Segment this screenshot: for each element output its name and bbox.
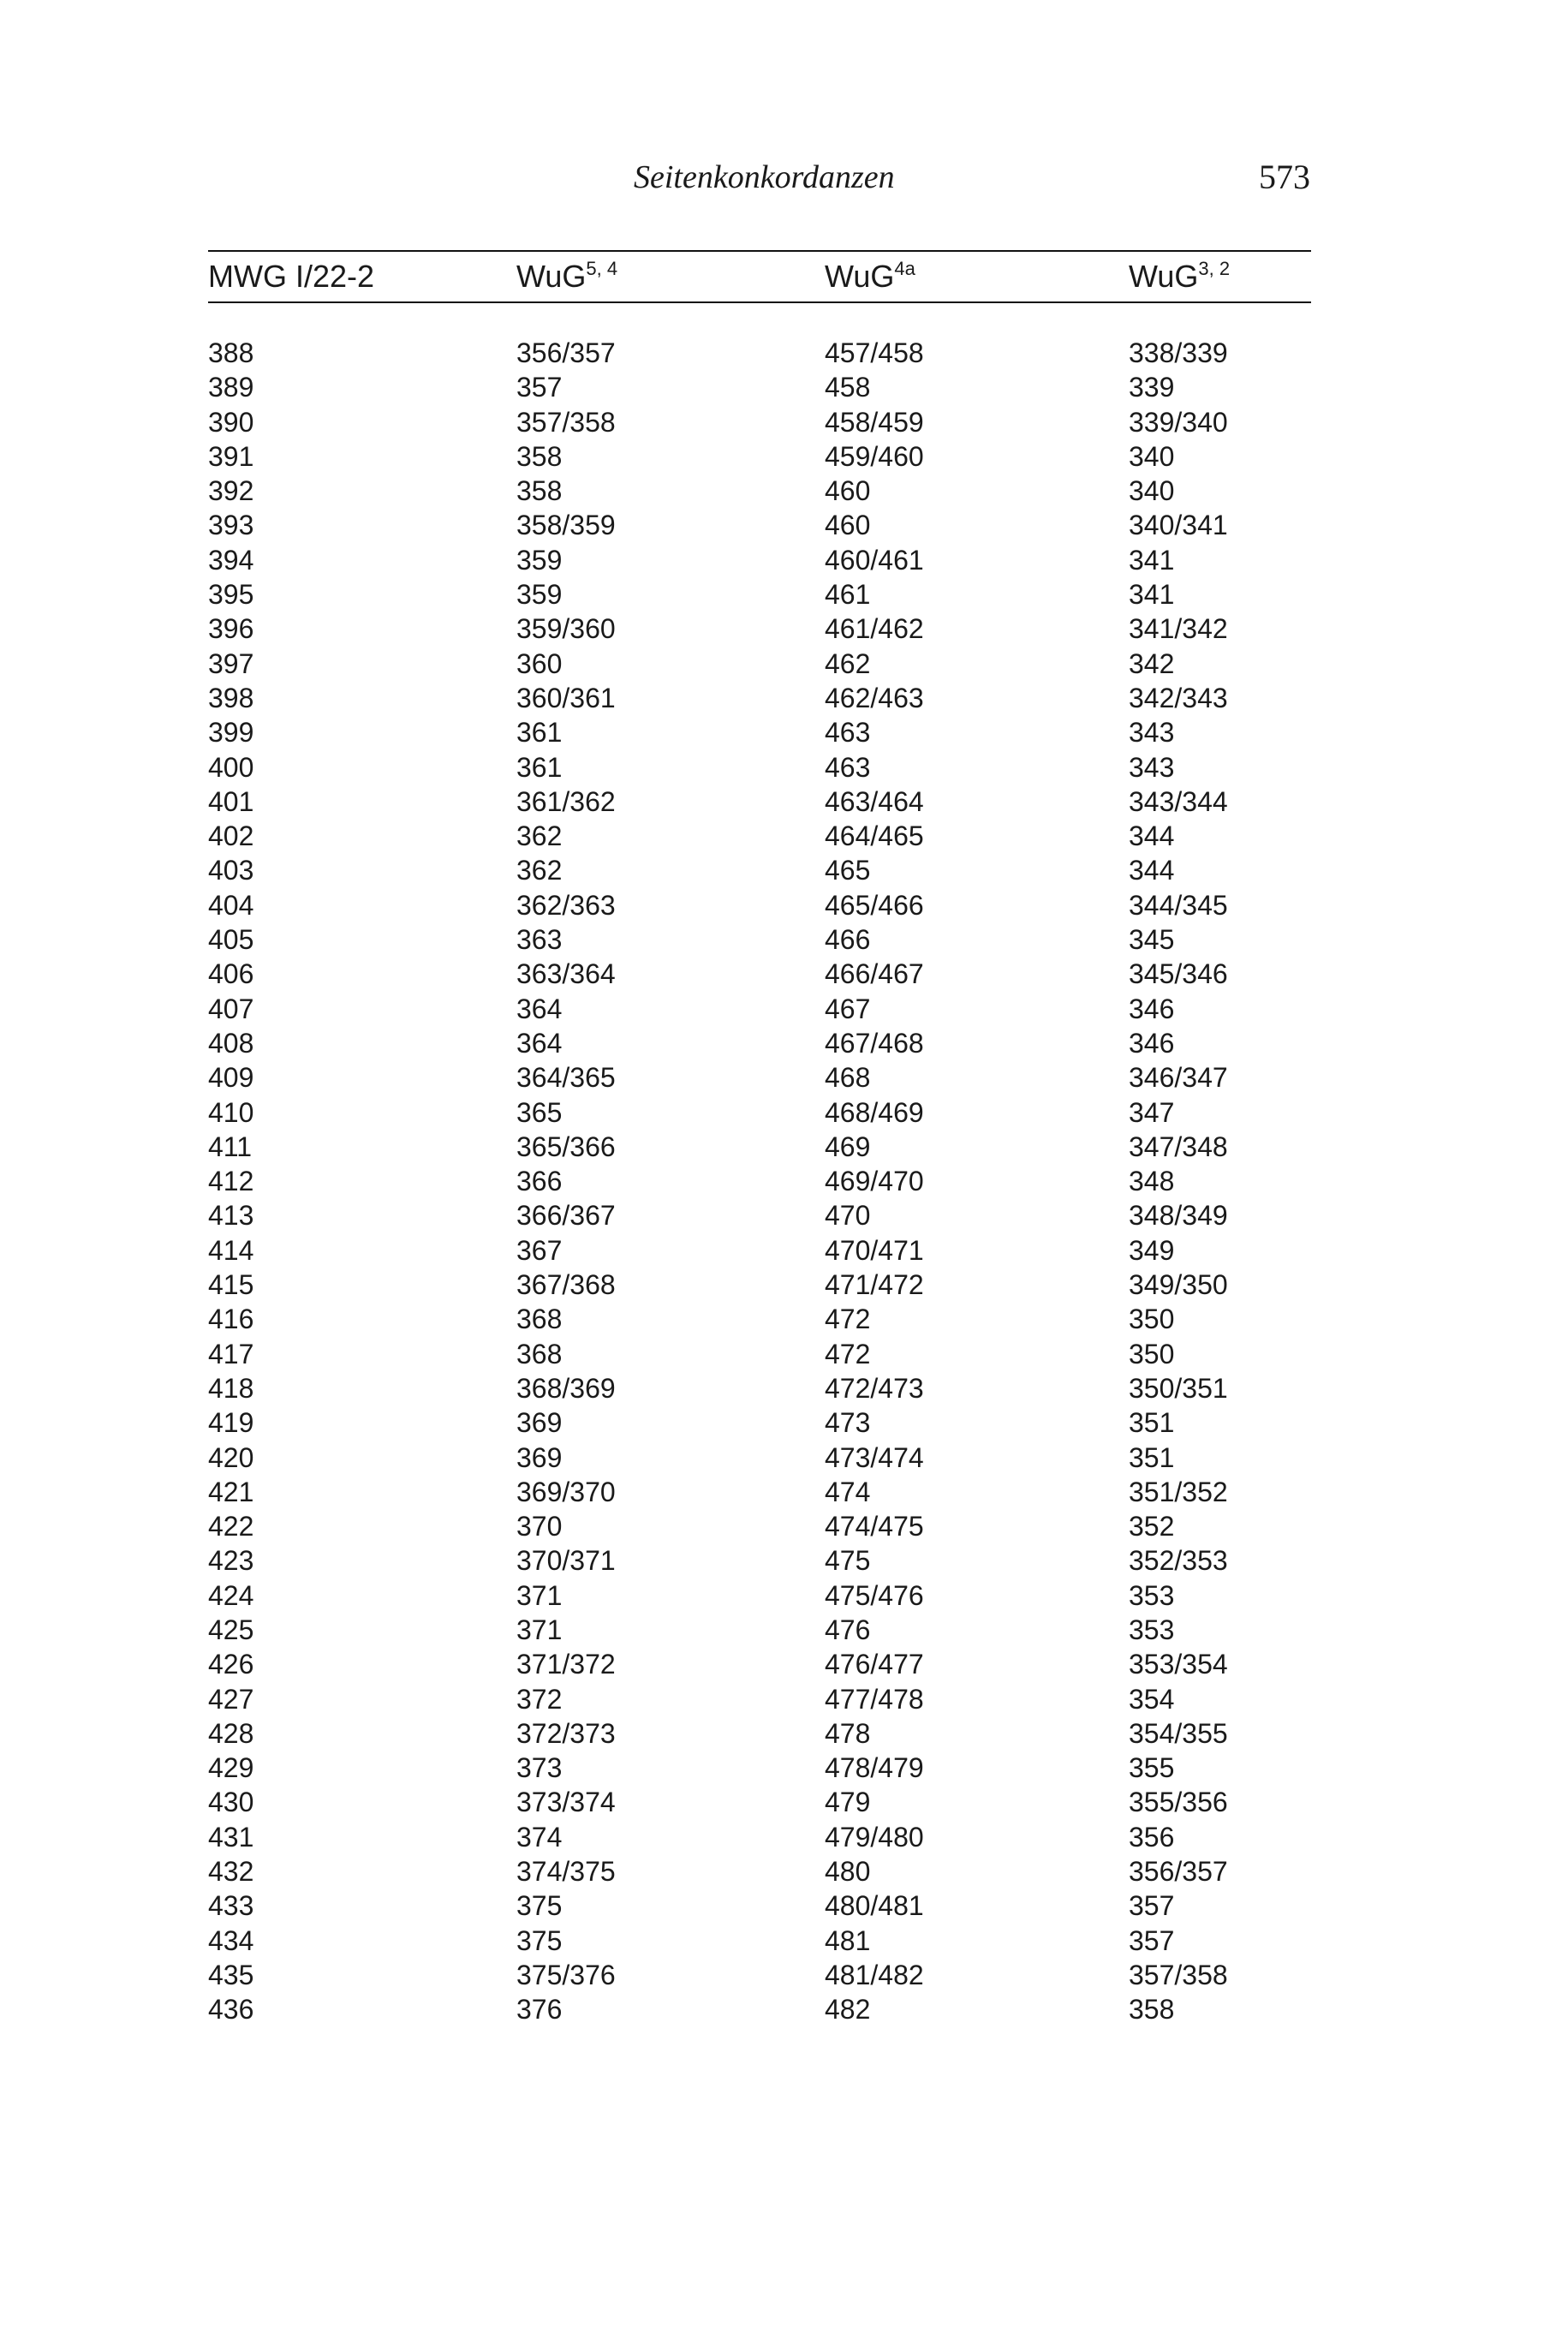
table-cell: 346 xyxy=(1129,1027,1175,1059)
table-cell: 361 xyxy=(516,717,563,749)
running-head xyxy=(0,158,1568,201)
table-cell: 351 xyxy=(1129,1407,1175,1439)
table-cell: 463/464 xyxy=(825,785,924,817)
concordance-table xyxy=(208,250,1311,2027)
table-cell: 476/477 xyxy=(825,1649,924,1680)
table-cell: 357 xyxy=(516,372,563,403)
table-cell: 481/482 xyxy=(825,1959,924,1990)
table-cell: 391 xyxy=(208,440,254,472)
table-row xyxy=(208,681,1311,715)
table-cell: 394 xyxy=(208,544,254,576)
table-cell: 354 xyxy=(1129,1683,1175,1715)
table-cell: 359 xyxy=(516,579,563,611)
table-cell: 458/459 xyxy=(825,406,924,438)
table-cell: 357 xyxy=(1129,1890,1175,1922)
table-cell: 398 xyxy=(208,682,254,713)
table-cell: 355 xyxy=(1129,1752,1175,1784)
table-cell: 357 xyxy=(1129,1924,1175,1956)
table-cell: 474 xyxy=(825,1476,871,1507)
table-cell: 362 xyxy=(516,855,563,886)
column-header: MWG I/22-2 xyxy=(208,259,375,294)
table-row xyxy=(208,1026,1311,1060)
table-cell: 358/359 xyxy=(516,510,616,541)
column-header: WuG$^{4a}$ xyxy=(825,258,915,294)
table-row xyxy=(208,1509,1311,1543)
table-row xyxy=(208,1405,1311,1440)
table-cell: 416 xyxy=(208,1304,254,1335)
table-cell: 464/465 xyxy=(825,820,924,852)
table-cell: 433 xyxy=(208,1890,254,1922)
table-cell: 393 xyxy=(208,510,254,541)
table-cell: 419 xyxy=(208,1407,254,1439)
table-cell: 406 xyxy=(208,958,254,990)
column-header: WuG$^{3, 2}$ xyxy=(1129,258,1231,294)
table-cell: 344 xyxy=(1129,820,1175,852)
table-row xyxy=(208,474,1311,508)
table-cell: 372/373 xyxy=(516,1717,616,1749)
table-cell: 408 xyxy=(208,1027,254,1059)
table-row xyxy=(208,612,1311,646)
table-cell: 350 xyxy=(1129,1304,1175,1335)
table-cell: 358 xyxy=(1129,1994,1175,2026)
table-cell: 479 xyxy=(825,1787,871,1818)
table-cell: 353/354 xyxy=(1129,1649,1228,1680)
table-row xyxy=(208,957,1311,991)
table-cell: 403 xyxy=(208,855,254,886)
table-cell: 358 xyxy=(516,475,563,507)
table-cell: 470/471 xyxy=(825,1234,924,1266)
table-cell: 359 xyxy=(516,544,563,576)
table-cell: 402 xyxy=(208,820,254,852)
table-cell: 341 xyxy=(1129,579,1175,611)
table-cell: 371/372 xyxy=(516,1649,616,1680)
table-cell: 468 xyxy=(825,1062,871,1094)
table-cell: 343 xyxy=(1129,717,1175,749)
table-cell: 373/374 xyxy=(516,1787,616,1818)
table-cell: 463 xyxy=(825,751,871,783)
table-cell: 473 xyxy=(825,1407,871,1439)
table-cell: 375 xyxy=(516,1890,563,1922)
table-cell: 345/346 xyxy=(1129,958,1228,990)
table-cell: 469/470 xyxy=(825,1166,924,1197)
table-cell: 340/341 xyxy=(1129,510,1228,541)
table-cell: 460 xyxy=(825,510,871,541)
table-row xyxy=(208,370,1311,404)
table-cell: 342/343 xyxy=(1129,682,1228,713)
table-row xyxy=(208,1613,1311,1647)
table-cell: 474/475 xyxy=(825,1511,924,1542)
table-cell: 463 xyxy=(825,717,871,749)
table-cell: 339 xyxy=(1129,372,1175,403)
table-cell: 338/339 xyxy=(1129,337,1228,368)
table-cell: 368/369 xyxy=(516,1372,616,1404)
table-cell: 371 xyxy=(516,1614,563,1645)
table-cell: 436 xyxy=(208,1994,254,2026)
table-cell: 374 xyxy=(516,1821,563,1853)
table-row xyxy=(208,1164,1311,1198)
table-cell: 478 xyxy=(825,1717,871,1749)
table-cell: 349 xyxy=(1129,1234,1175,1266)
table-cell: 353 xyxy=(1129,1579,1175,1611)
table-cell: 345 xyxy=(1129,924,1175,956)
table-cell: 365/366 xyxy=(516,1131,616,1162)
table-header-rule xyxy=(208,301,1311,303)
table-cell: 473/474 xyxy=(825,1441,924,1473)
table-row xyxy=(208,853,1311,887)
table-cell: 430 xyxy=(208,1787,254,1818)
table-row xyxy=(208,1475,1311,1509)
table-row xyxy=(208,1647,1311,1681)
table-cell: 428 xyxy=(208,1717,254,1749)
table-cell: 434 xyxy=(208,1924,254,1956)
table-row xyxy=(208,1578,1311,1613)
table-cell: 374/375 xyxy=(516,1856,616,1888)
table-cell: 429 xyxy=(208,1752,254,1784)
table-cell: 424 xyxy=(208,1579,254,1611)
table-row xyxy=(208,508,1311,542)
table-cell: 343 xyxy=(1129,751,1175,783)
table-cell: 340 xyxy=(1129,475,1175,507)
table-cell: 409 xyxy=(208,1062,254,1094)
table-row xyxy=(208,992,1311,1026)
table-cell: 350/351 xyxy=(1129,1372,1228,1404)
table-row xyxy=(208,647,1311,681)
table-row xyxy=(208,750,1311,785)
table-cell: 392 xyxy=(208,475,254,507)
table-cell: 366 xyxy=(516,1166,563,1197)
table-cell: 356 xyxy=(1129,1821,1175,1853)
table-cell: 358 xyxy=(516,440,563,472)
table-cell: 368 xyxy=(516,1338,563,1369)
table-cell: 399 xyxy=(208,717,254,749)
table-cell: 476 xyxy=(825,1614,871,1645)
table-cell: 352 xyxy=(1129,1511,1175,1542)
column-header: WuG$^{5, 4}$ xyxy=(516,258,618,294)
table-cell: 396 xyxy=(208,613,254,645)
table-cell: 366/367 xyxy=(516,1200,616,1232)
table-cell: 375/376 xyxy=(516,1959,616,1990)
table-row xyxy=(208,1302,1311,1336)
table-cell: 472 xyxy=(825,1304,871,1335)
table-cell: 465 xyxy=(825,855,871,886)
table-cell: 355/356 xyxy=(1129,1787,1228,1818)
table-cell: 482 xyxy=(825,1994,871,2026)
table-cell: 412 xyxy=(208,1166,254,1197)
table-cell: 354/355 xyxy=(1129,1717,1228,1749)
table-cell: 357/358 xyxy=(1129,1959,1228,1990)
table-cell: 367 xyxy=(516,1234,563,1266)
table-cell: 475/476 xyxy=(825,1579,924,1611)
table-row xyxy=(208,405,1311,439)
table-cell: 341 xyxy=(1129,544,1175,576)
table-cell: 360/361 xyxy=(516,682,616,713)
table-cell: 363 xyxy=(516,924,563,956)
table-cell: 346 xyxy=(1129,993,1175,1024)
table-cell: 365 xyxy=(516,1096,563,1128)
table-cell: 421 xyxy=(208,1476,254,1507)
table-row xyxy=(208,1854,1311,1888)
table-row xyxy=(208,543,1311,577)
table-cell: 469 xyxy=(825,1131,871,1162)
table-cell: 351/352 xyxy=(1129,1476,1228,1507)
page-number: 573 xyxy=(1259,158,1310,196)
table-row xyxy=(208,1095,1311,1130)
table-row xyxy=(208,715,1311,749)
table-row xyxy=(208,1820,1311,1854)
table-row xyxy=(208,1751,1311,1785)
table-cell: 425 xyxy=(208,1614,254,1645)
table-row xyxy=(208,1233,1311,1268)
table-cell: 426 xyxy=(208,1649,254,1680)
table-cell: 404 xyxy=(208,889,254,921)
table-cell: 364 xyxy=(516,993,563,1024)
table-cell: 414 xyxy=(208,1234,254,1266)
table-cell: 370 xyxy=(516,1511,563,1542)
table-cell: 432 xyxy=(208,1856,254,1888)
table-cell: 388 xyxy=(208,337,254,368)
table-row xyxy=(208,922,1311,957)
table-cell: 395 xyxy=(208,579,254,611)
table-cell: 347 xyxy=(1129,1096,1175,1128)
table-cell: 346/347 xyxy=(1129,1062,1228,1094)
table-cell: 475 xyxy=(825,1545,871,1577)
table-cell: 370/371 xyxy=(516,1545,616,1577)
table-cell: 468/469 xyxy=(825,1096,924,1128)
table-cell: 410 xyxy=(208,1096,254,1128)
table-cell: 411 xyxy=(208,1131,253,1162)
table-cell: 466/467 xyxy=(825,958,924,990)
table-body xyxy=(208,336,1311,2027)
table-cell: 472/473 xyxy=(825,1372,924,1404)
table-cell: 361 xyxy=(516,751,563,783)
table-cell: 373 xyxy=(516,1752,563,1784)
table-cell: 348/349 xyxy=(1129,1200,1228,1232)
table-cell: 462 xyxy=(825,647,871,679)
table-cell: 342 xyxy=(1129,647,1175,679)
table-cell: 431 xyxy=(208,1821,254,1853)
table-cell: 472 xyxy=(825,1338,871,1369)
table-row xyxy=(208,785,1311,819)
table-row xyxy=(208,1543,1311,1578)
table-cell: 415 xyxy=(208,1269,254,1301)
table-row xyxy=(208,1441,1311,1475)
table-cell: 479/480 xyxy=(825,1821,924,1853)
table-row xyxy=(208,336,1311,370)
table-cell: 418 xyxy=(208,1372,254,1404)
running-title: Seitenkonkordanzen xyxy=(634,159,895,195)
table-cell: 390 xyxy=(208,406,254,438)
table-cell: 471/472 xyxy=(825,1269,924,1301)
table-cell: 417 xyxy=(208,1338,254,1369)
table-cell: 369/370 xyxy=(516,1476,616,1507)
table-cell: 372 xyxy=(516,1683,563,1715)
table-header-row xyxy=(208,252,1311,301)
table-cell: 375 xyxy=(516,1924,563,1956)
table-cell: 423 xyxy=(208,1545,254,1577)
table-cell: 477/478 xyxy=(825,1683,924,1715)
table-cell: 405 xyxy=(208,924,254,956)
table-cell: 343/344 xyxy=(1129,785,1228,817)
table-cell: 363/364 xyxy=(516,958,616,990)
table-cell: 362 xyxy=(516,820,563,852)
table-cell: 465/466 xyxy=(825,889,924,921)
table-row xyxy=(208,1060,1311,1095)
table-cell: 458 xyxy=(825,372,871,403)
table-row xyxy=(208,1337,1311,1371)
table-cell: 470 xyxy=(825,1200,871,1232)
table-cell: 353 xyxy=(1129,1614,1175,1645)
table-row xyxy=(208,1716,1311,1751)
table-row xyxy=(208,1198,1311,1232)
table-cell: 400 xyxy=(208,751,254,783)
table-cell: 339/340 xyxy=(1129,406,1228,438)
table-cell: 360 xyxy=(516,647,563,679)
table-row xyxy=(208,1371,1311,1405)
table-cell: 478/479 xyxy=(825,1752,924,1784)
table-row xyxy=(208,1130,1311,1164)
table-row xyxy=(208,1785,1311,1819)
table-row xyxy=(208,1268,1311,1302)
table-cell: 480 xyxy=(825,1856,871,1888)
table-cell: 389 xyxy=(208,372,254,403)
table-row xyxy=(208,1992,1311,2026)
table-cell: 459/460 xyxy=(825,440,924,472)
table-row xyxy=(208,888,1311,922)
table-cell: 340 xyxy=(1129,440,1175,472)
table-cell: 420 xyxy=(208,1441,254,1473)
table-cell: 356/357 xyxy=(516,337,616,368)
table-cell: 364 xyxy=(516,1027,563,1059)
table-cell: 341/342 xyxy=(1129,613,1228,645)
table-row xyxy=(208,439,1311,474)
table-cell: 435 xyxy=(208,1959,254,1990)
table-cell: 347/348 xyxy=(1129,1131,1228,1162)
table-cell: 427 xyxy=(208,1683,254,1715)
table-cell: 361/362 xyxy=(516,785,616,817)
table-cell: 344 xyxy=(1129,855,1175,886)
table-row xyxy=(208,1888,1311,1923)
table-cell: 467/468 xyxy=(825,1027,924,1059)
table-row xyxy=(208,577,1311,612)
table-cell: 397 xyxy=(208,647,254,679)
table-cell: 351 xyxy=(1129,1441,1175,1473)
table-cell: 481 xyxy=(825,1924,871,1956)
table-cell: 350 xyxy=(1129,1338,1175,1369)
table-cell: 466 xyxy=(825,924,871,956)
table-cell: 401 xyxy=(208,785,254,817)
table-cell: 368 xyxy=(516,1304,563,1335)
table-cell: 349/350 xyxy=(1129,1269,1228,1301)
table-cell: 462/463 xyxy=(825,682,924,713)
table-row xyxy=(208,1924,1311,1958)
table-cell: 367/368 xyxy=(516,1269,616,1301)
table-cell: 362/363 xyxy=(516,889,616,921)
table-row xyxy=(208,1958,1311,1992)
table-cell: 364/365 xyxy=(516,1062,616,1094)
table-cell: 369 xyxy=(516,1441,563,1473)
table-row xyxy=(208,1682,1311,1716)
table-cell: 460 xyxy=(825,475,871,507)
table-cell: 348 xyxy=(1129,1166,1175,1197)
table-cell: 356/357 xyxy=(1129,1856,1228,1888)
table-cell: 371 xyxy=(516,1579,563,1611)
table-cell: 369 xyxy=(516,1407,563,1439)
table-cell: 407 xyxy=(208,993,254,1024)
table-cell: 457/458 xyxy=(825,337,924,368)
table-cell: 461 xyxy=(825,579,871,611)
table-cell: 357/358 xyxy=(516,406,616,438)
table-cell: 359/360 xyxy=(516,613,616,645)
table-cell: 480/481 xyxy=(825,1890,924,1922)
table-cell: 413 xyxy=(208,1200,254,1232)
table-cell: 461/462 xyxy=(825,613,924,645)
table-cell: 467 xyxy=(825,993,871,1024)
table-row xyxy=(208,819,1311,853)
table-cell: 460/461 xyxy=(825,544,924,576)
table-cell: 376 xyxy=(516,1994,563,2026)
table-cell: 344/345 xyxy=(1129,889,1228,921)
table-cell: 352/353 xyxy=(1129,1545,1228,1577)
table-cell: 422 xyxy=(208,1511,254,1542)
